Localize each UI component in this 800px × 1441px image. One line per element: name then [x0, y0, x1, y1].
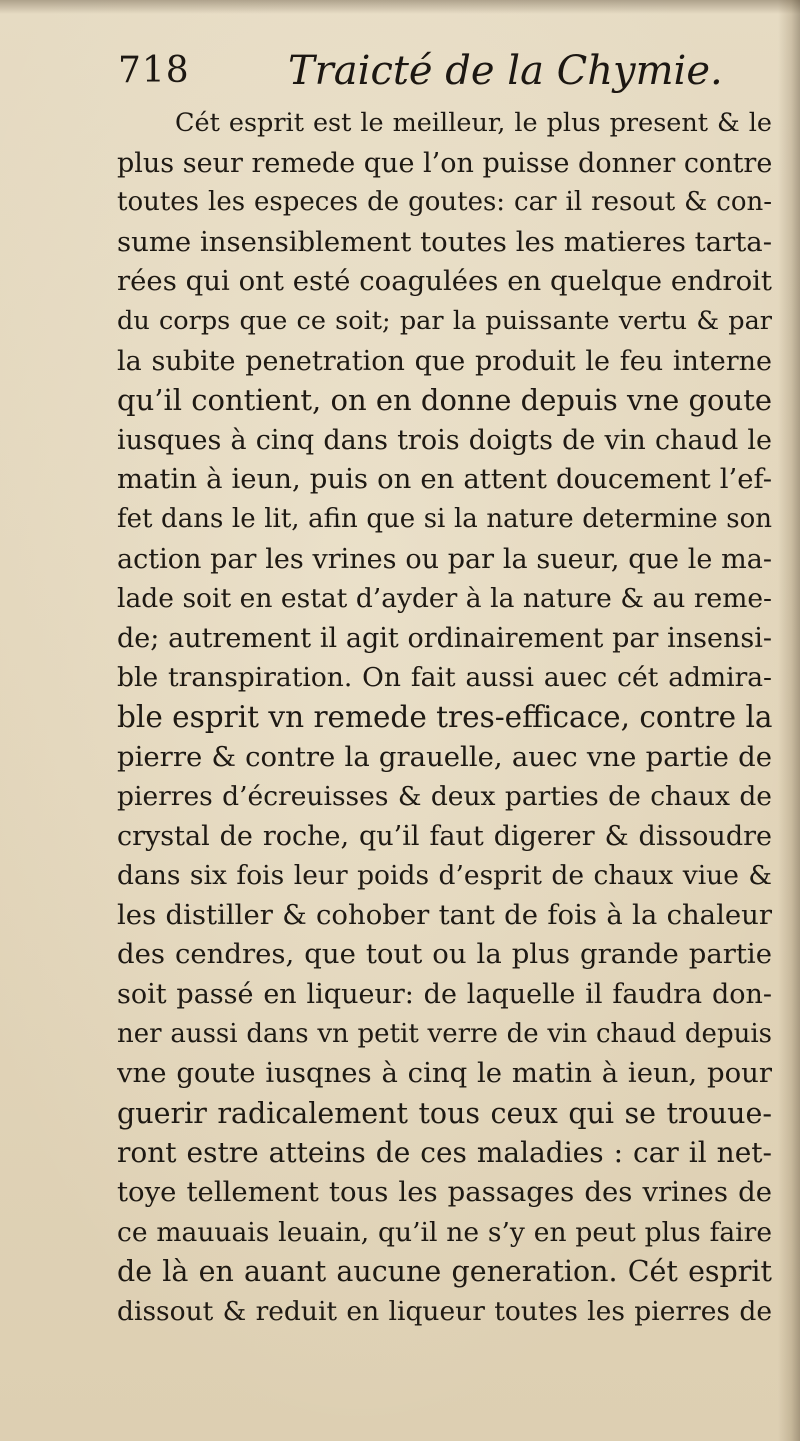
text-line: qu’il contient, on en donne depuis vne goute: [117, 383, 772, 418]
text-line: crystal de roche, qu’il faut digerer & dissoudre: [117, 820, 772, 852]
text-line: les distiller & cohober tant de fois à la chaleur: [117, 898, 772, 931]
text-line: pierres d’écreuisses & deux parties de chaux de: [117, 781, 772, 813]
text-line: lade soit en estat d’ayder à la nature & au reme-: [117, 583, 772, 615]
text-line: rées qui ont esté coagulées en quelque endroit: [117, 265, 772, 298]
text-line: la subite penetration que produit le feu interne: [117, 345, 772, 377]
text-line: toye tellement tous les passages des vrines de: [117, 1176, 772, 1209]
text-line: ner aussi dans vn petit verre de vin chaud depuis: [117, 1018, 772, 1049]
page-gutter-shadow: [778, 0, 800, 1441]
text-line: ce mauuais leuain, qu’il ne s’y en peut plus faire: [117, 1216, 772, 1248]
text-line: matin à ieun, puis on en attent doucement l’ef-: [117, 463, 772, 496]
running-title: Traicté de la Chymie.: [288, 48, 723, 94]
text-line: sume insensiblement toutes les matieres tarta-: [117, 225, 772, 258]
text-line: de là en auant aucune generation. Cét esprit: [117, 1255, 772, 1289]
text-line: plus seur remede que l’on puisse donner contre: [117, 147, 772, 179]
text-line: guerir radicalement tous ceux qui se trouue-: [117, 1096, 772, 1130]
text-line: ble transpiration. On fait aussi auec cét admira-: [117, 662, 772, 694]
text-line: des cendres, que tout ou la plus grande partie: [117, 938, 772, 971]
text-line: action par les vrines ou par la sueur, que le ma-: [117, 543, 772, 575]
page-number: 718: [118, 50, 190, 91]
text-line: fet dans le lit, afin que si la nature determine son: [117, 503, 772, 534]
text-line: dissout & reduit en liqueur toutes les pierres de: [117, 1295, 772, 1327]
text-line: vne goute iusqnes à cinq le matin à ieun, pour: [117, 1057, 772, 1090]
text-line: pierre & contre la grauelle, auec vne partie de: [117, 740, 772, 773]
text-line: du corps que ce soit; par la puissante vertu & par: [117, 305, 772, 336]
body-text: [117, 104, 772, 1331]
page-header: [118, 48, 723, 100]
text-line: ble esprit vn remede tres-efficace, contre la: [117, 699, 772, 734]
text-line: Cét esprit est le meilleur, le plus present & le: [175, 108, 772, 138]
text-line: dans six fois leur poids d’esprit de chaux viue &: [117, 860, 772, 892]
page-top-edge: [0, 0, 800, 14]
text-line: toutes les especes de goutes: car il resout & con-: [117, 187, 772, 218]
text-line: soit passé en liqueur: de laquelle il faudra don-: [117, 979, 772, 1011]
text-line: de; autrement il agit ordinairement par insensi-: [117, 622, 772, 654]
text-line: ront estre atteins de ces maladies : car il net-: [117, 1136, 772, 1170]
text-line: iusques à cinq dans trois doigts de vin chaud le: [117, 424, 772, 456]
